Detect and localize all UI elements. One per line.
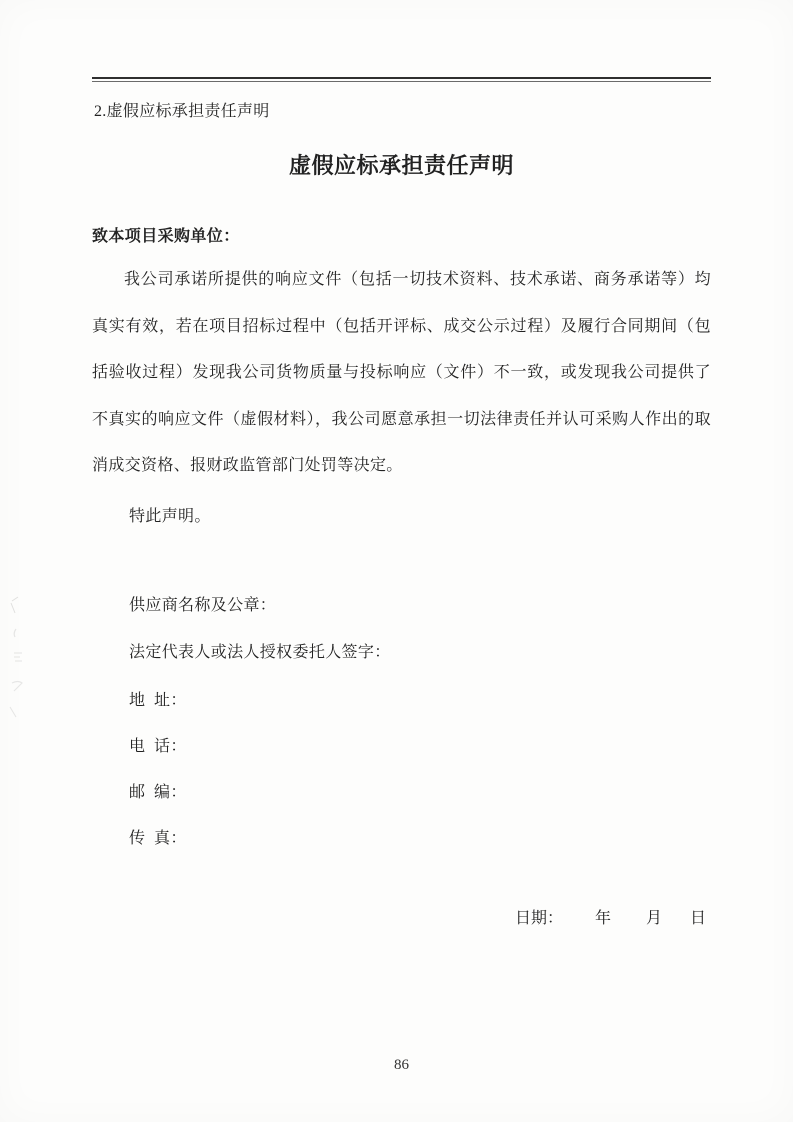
declaration-paragraph: 我公司承诺所提供的响应文件（包括一切技术资料、技术承诺、商务承诺等）均真实有效，若在项目招标过程中（包括开评标、成交公示过程）及履行合同期间（包括验收过程）发现我公司货物质量与投标响应（文件）不一致，或发现我公司提供了不真实的响应文件（虚假材料），我公司愿意承担一切法律责任并认可采购人作出的取消成交资格、报财政监管部门处罚等决定。 — [92, 271, 711, 474]
field-supplier-name-seal: 供应商名称及公章： — [129, 597, 277, 614]
date-month-label: 月 — [646, 910, 663, 927]
field-phone: 电 话： — [129, 738, 187, 755]
date-year-label: 年 — [595, 910, 612, 927]
page-title: 虚假应标承担责任声明 — [288, 153, 514, 178]
closing-statement: 特此声明。 — [129, 508, 211, 525]
scan-artifact-marks — [2, 595, 42, 725]
field-address: 地 址： — [129, 692, 187, 709]
date-label: 日期： — [515, 910, 564, 927]
section-heading: 2.虚假应标承担责任声明 — [94, 103, 270, 120]
field-fax: 传 真： — [129, 830, 187, 847]
header-double-rule — [92, 77, 711, 82]
date-day-label: 日 — [690, 910, 707, 927]
field-legal-representative-signature: 法定代表人或法人授权委托人签字： — [129, 644, 391, 661]
salutation-line: 致本项目采购单位： — [92, 228, 240, 245]
date-line — [92, 905, 711, 927]
page-number: 86 — [394, 1057, 409, 1073]
field-postcode: 邮 编： — [129, 784, 187, 801]
